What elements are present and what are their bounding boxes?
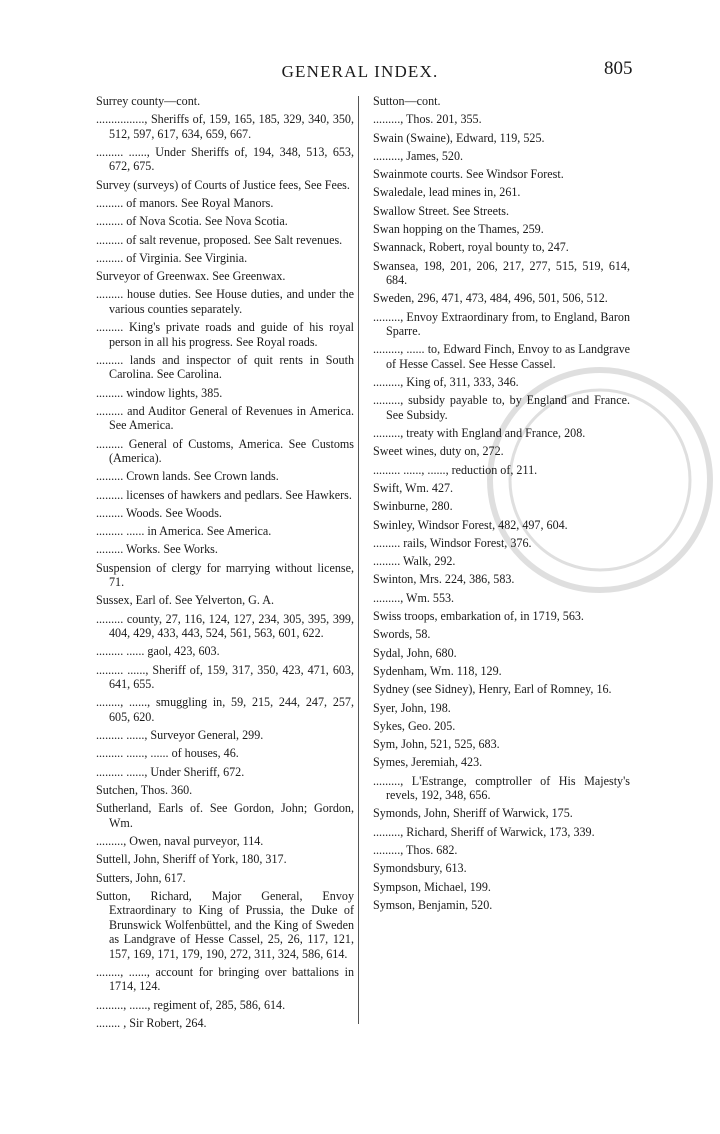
index-entry: ........., Thos. 682. xyxy=(373,843,458,858)
index-entry: Sutters, John, 617. xyxy=(96,870,186,885)
index-entry: Swaledale, lead mines in, 261. xyxy=(373,185,521,200)
index-entry: ........., James, 520. xyxy=(373,148,464,163)
index-entry: ......... King's private roads and guide of his royal person in all his progress. See Royal roads. xyxy=(96,320,354,349)
index-entry: Swain (Swaine), Edward, 119, 525. xyxy=(373,130,545,145)
index-entry: Suspension of clergy for marrying without license, 71. xyxy=(96,560,354,590)
index-entry: ......... ......, Surveyor General, 299. xyxy=(96,728,264,743)
index-column-right xyxy=(373,94,630,916)
index-entry: ........., Thos. 201, 355. xyxy=(373,112,482,127)
index-entry: ........., Envoy Extraordinary from, to England, Baron Sparre. xyxy=(373,309,630,339)
index-entry: Sympson, Michael, 199. xyxy=(373,879,491,894)
index-entry: Symes, Jeremiah, 423. xyxy=(373,755,483,770)
index-entry: ........., ...... to, Edward Finch, Envoy to as Landgrave of Hesse Cassel. See Hesse Cassel. xyxy=(373,342,630,371)
index-entry: Sykes, Geo. 205. xyxy=(373,718,456,733)
index-entry: Swinton, Mrs. 224, 386, 583. xyxy=(373,572,515,587)
index-entry: ......... of salt revenue, proposed. See Salt revenues. xyxy=(96,232,343,247)
index-entry: ......... ......, Sheriff of, 159, 317, 350, 423, 471, 603, 641, 655. xyxy=(96,662,354,692)
index-entry: Swift, Wm. 427. xyxy=(373,480,454,495)
index-entry: Swainmote courts. See Windsor Forest. xyxy=(373,167,564,182)
index-entry: Sweet wines, duty on, 272. xyxy=(373,444,504,459)
index-entry: ......... county, 27, 116, 124, 127, 234, 305, 395, 399, 404, 429, 433, 443, 524, 561, 563, 601, 622. xyxy=(96,611,354,641)
index-entry: Symonds, John, Sheriff of Warwick, 175. xyxy=(373,806,573,821)
index-entry: Sutton—cont. xyxy=(373,94,441,108)
index-entry: ......... ......, ......, reduction of, 211. xyxy=(373,462,538,477)
index-entry: ......... General of Customs, America. See Customs (America). xyxy=(96,436,354,465)
index-entry: ........., L'Estrange, comptroller of His Majesty's revels, 192, 348, 656. xyxy=(373,773,630,803)
index-entry: Swan hopping on the Thames, 259. xyxy=(373,222,544,237)
index-entry: ......... Walk, 292. xyxy=(373,554,456,569)
index-entry: Sutchen, Thos. 360. xyxy=(96,783,193,798)
index-entry: ......... ...... in America. See America. xyxy=(96,524,272,539)
index-entry: Surveyor of Greenwax. See Greenwax. xyxy=(96,269,286,284)
index-entry: ......... of manors. See Royal Manors. xyxy=(96,196,274,210)
index-entry: Swinburne, 280. xyxy=(373,499,453,514)
index-entry: Sydney (see Sidney), Henry, Earl of Romney, 16. xyxy=(373,682,612,697)
index-entry: Symson, Benjamin, 520. xyxy=(373,897,493,912)
index-entry: Symondsbury, 613. xyxy=(373,861,467,876)
index-entry: ......... Crown lands. See Crown lands. xyxy=(96,469,279,484)
index-entry: Swinley, Windsor Forest, 482, 497, 604. xyxy=(373,517,568,532)
index-entry: ........., Richard, Sheriff of Warwick, 173, 339. xyxy=(373,824,595,839)
index-entry: ........ , Sir Robert, 264. xyxy=(96,1015,207,1030)
index-entry: Surrey county—cont. xyxy=(96,94,201,108)
index-entry: ......... rails, Windsor Forest, 376. xyxy=(373,535,532,550)
index-entry: Syer, John, 198. xyxy=(373,700,451,715)
index-entry: Swannack, Robert, royal bounty to, 247. xyxy=(373,240,569,255)
index-entry: ........, ......, account for bringing over battalions in 1714, 124. xyxy=(96,964,354,994)
index-entry: Sym, John, 521, 525, 683. xyxy=(373,737,500,752)
index-entry: ........., Wm. 553. xyxy=(373,590,455,605)
index-entry: Sutherland, Earls of. See Gordon, John; Gordon, Wm. xyxy=(96,801,354,830)
index-entry: Sydal, John, 680. xyxy=(373,645,457,660)
index-entry: ........, ......, smuggling in, 59, 215, 244, 247, 257, 605, 620. xyxy=(96,695,354,724)
index-entry: ......... Woods. See Woods. xyxy=(96,505,222,520)
index-column-left xyxy=(96,94,354,1034)
index-entry: ......... ......, ...... of houses, 46. xyxy=(96,746,239,761)
column-divider xyxy=(358,96,359,1024)
index-entry: Survey (surveys) of Courts of Justice fees, See Fees. xyxy=(96,177,350,192)
index-entry: ......... of Nova Scotia. See Nova Scotia. xyxy=(96,214,288,229)
index-entry: Sweden, 296, 471, 473, 484, 496, 501, 506, 512. xyxy=(373,291,608,306)
index-entry: ......... lands and inspector of quit rents in South Carolina. See Carolina. xyxy=(96,352,354,382)
index-entry: ........., subsidy payable to, by England and France. See Subsidy. xyxy=(373,393,630,422)
index-entry: ........., Owen, naval purveyor, 114. xyxy=(96,834,264,849)
index-entry: ......... house duties. See House duties, and under the various counties separately. xyxy=(96,287,354,316)
index-entry: ......... ...... gaol, 423, 603. xyxy=(96,644,220,659)
index-entry: Sutton, Richard, Major General, Envoy Extraordinary to King of Prussia, the Duke of Brunswick Wolfenbüttel, and the King of Sweden as Landgrave of Hesse Cassel, 25, 26, 117, 121, 157, 169, 171, 179, 190, 272, 311, 324, 586, 614. xyxy=(96,888,354,961)
index-entry: Sussex, Earl of. See Yelverton, G. A. xyxy=(96,593,275,608)
index-entry: Suttell, John, Sheriff of York, 180, 317. xyxy=(96,852,287,867)
index-entry: ......... window lights, 385. xyxy=(96,385,223,400)
index-entry: ......... licenses of hawkers and pedlars. See Hawkers. xyxy=(96,487,352,502)
index-entry: Swansea, 198, 201, 206, 217, 277, 515, 519, 614, 684. xyxy=(373,258,630,288)
index-entry: ......... Works. See Works. xyxy=(96,542,218,557)
index-entry: Sydenham, Wm. 118, 129. xyxy=(373,663,502,678)
index-entry: ........., ......, regiment of, 285, 586, 614. xyxy=(96,997,286,1012)
index-entry: ........., King of, 311, 333, 346. xyxy=(373,375,519,390)
page-number: 805 xyxy=(604,58,633,79)
index-entry: Swallow Street. See Streets. xyxy=(373,203,510,218)
index-entry: ......... of Virginia. See Virginia. xyxy=(96,250,248,265)
index-entry: Swiss troops, embarkation of, in 1719, 563. xyxy=(373,609,584,624)
index-entry: ......... ......, Under Sheriffs of, 194, 348, 513, 653, 672, 675. xyxy=(96,145,354,174)
index-entry: Swords, 58. xyxy=(373,627,431,642)
page-header-title: GENERAL INDEX. xyxy=(281,62,439,81)
index-entry: ................, Sheriffs of, 159, 165, 185, 329, 340, 350, 512, 597, 617, 634, 659, 667. xyxy=(96,112,354,141)
index-entry: ......... and Auditor General of Revenues in America. See America. xyxy=(96,403,354,433)
index-entry: ........., treaty with England and France, 208. xyxy=(373,426,586,441)
index-entry: ......... ......, Under Sheriff, 672. xyxy=(96,764,245,779)
